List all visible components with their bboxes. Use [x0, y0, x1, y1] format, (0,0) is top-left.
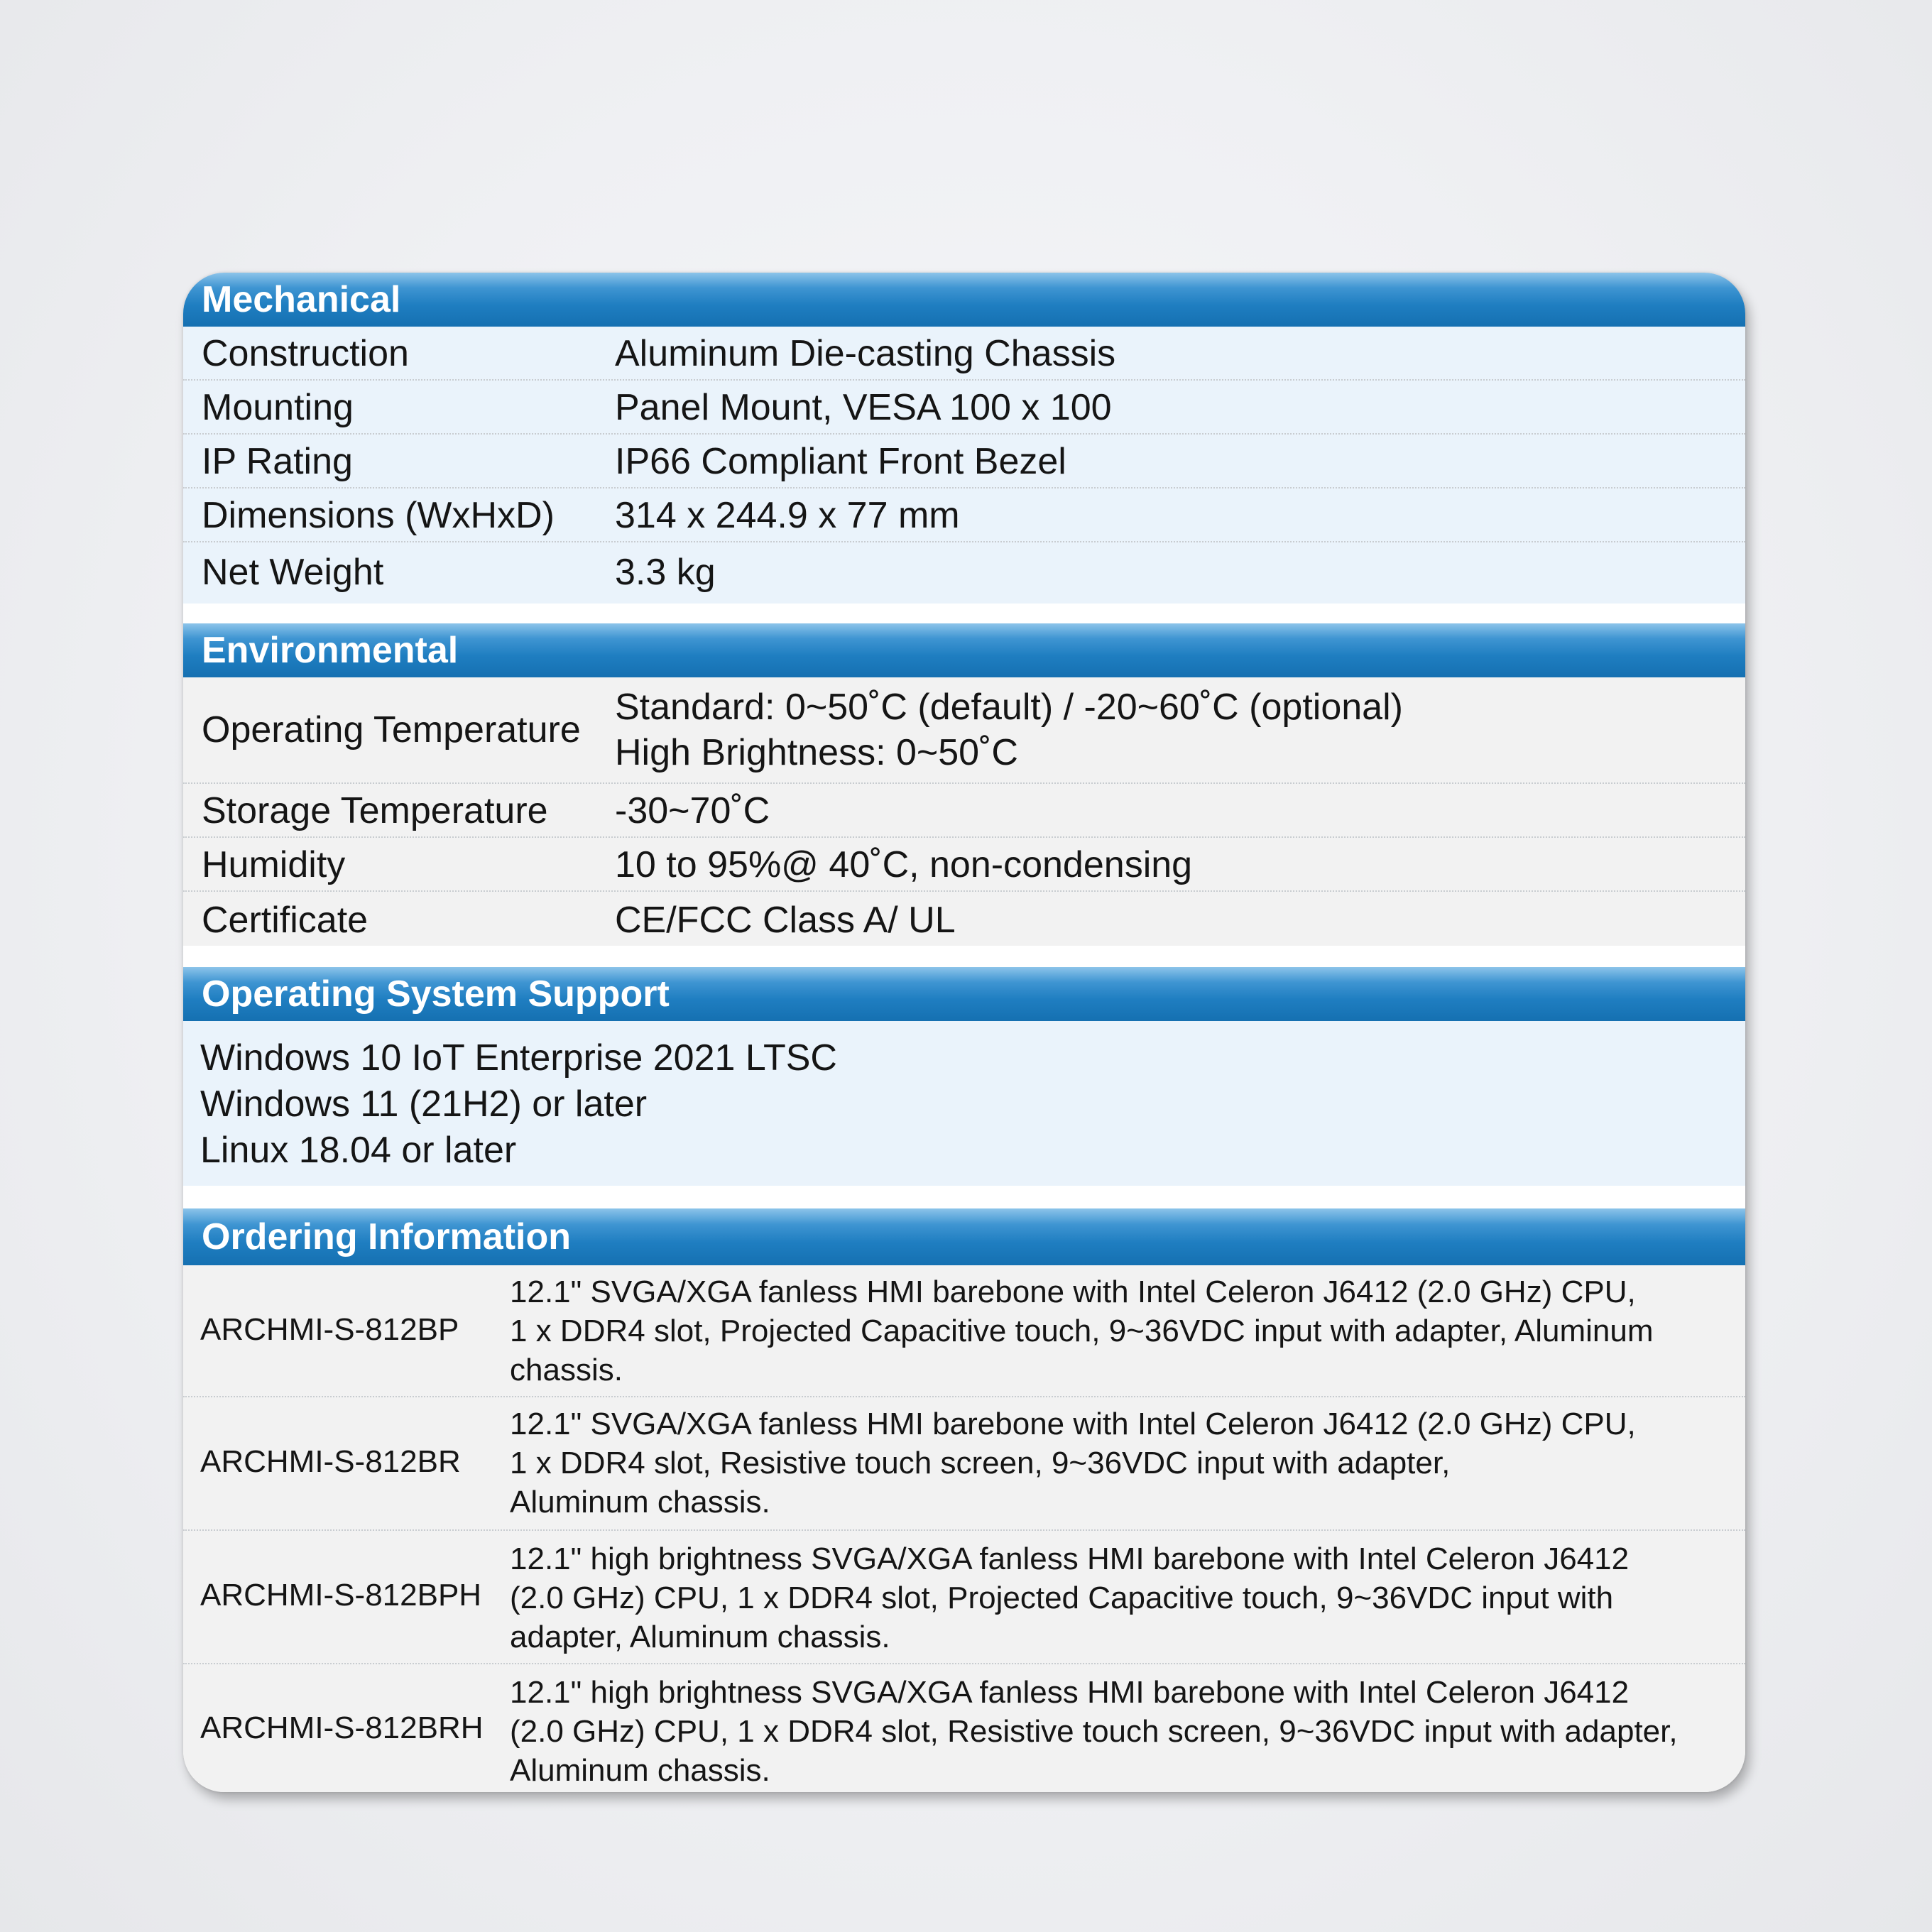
row-label: Net Weight [202, 552, 384, 593]
environmental-header [183, 623, 1745, 677]
os-support-header [183, 967, 1745, 1021]
table-row [183, 435, 1745, 489]
ordering-table [183, 1265, 1745, 1792]
ordering-header [183, 1208, 1745, 1265]
row-value: 314 x 244.9 x 77 mm [615, 495, 960, 536]
table-row [183, 1531, 1745, 1664]
row-value: 3.3 kg [615, 552, 716, 593]
model-description: 12.1" high brightness SVGA/XGA fanless HMI barebone with Intel Celeron J6412 (2.0 GHz) CPU, 1 x DDR4 slot, Resistive touch screen, 9~36VDC input with adapter, Aluminum chassis. [510, 1675, 1678, 1788]
table-row [183, 1265, 1745, 1397]
table-row [183, 838, 1745, 892]
model-description: 12.1" SVGA/XGA fanless HMI barebone with Intel Celeron J6412 (2.0 GHz) CPU, 1 x DDR4 slot, Resistive touch screen, 9~36VDC input with adapter, Aluminum chassis. [510, 1407, 1636, 1519]
row-value: Aluminum Die-casting Chassis [615, 333, 1116, 374]
table-row [183, 381, 1745, 435]
environmental-table [183, 677, 1745, 946]
table-row [183, 489, 1745, 542]
list-item: Windows 11 (21H2) or later [200, 1084, 648, 1125]
table-row [183, 784, 1745, 838]
row-label: IP Rating [202, 441, 353, 482]
model-description: 12.1" high brightness SVGA/XGA fanless HMI barebone with Intel Celeron J6412 (2.0 GHz) CPU, 1 x DDR4 slot, Projected Capacitive touch, 9~36VDC input with adapter, Aluminum chassis. [510, 1541, 1630, 1654]
spec-sheet-card [183, 273, 1745, 1792]
model-number: ARCHMI-S-812BRH [200, 1710, 484, 1745]
model-number: ARCHMI-S-812BP [200, 1312, 459, 1347]
os-support-title: Operating System Support [202, 973, 670, 1015]
mechanical-title: Mechanical [202, 279, 401, 320]
mechanical-header [183, 273, 1745, 327]
model-number: ARCHMI-S-812BPH [200, 1578, 482, 1612]
os-support-list [183, 1021, 1745, 1186]
row-label: Operating Temperature [202, 709, 581, 751]
row-label: Certificate [202, 900, 369, 941]
row-value: Standard: 0~50˚C (default) / -20~60˚C (optional) [615, 687, 1403, 728]
row-value: CE/FCC Class A/ UL [615, 900, 956, 941]
row-value: Panel Mount, VESA 100 x 100 [615, 387, 1112, 428]
row-value: -30~70˚C [615, 790, 770, 831]
row-label: Mounting [202, 387, 354, 428]
table-row [183, 677, 1745, 784]
row-value: 10 to 95%@ 40˚C, non-condensing [615, 844, 1193, 885]
table-row [183, 1664, 1745, 1792]
table-row [183, 327, 1745, 381]
table-row [183, 542, 1745, 604]
environmental-title: Environmental [202, 630, 459, 671]
table-row [183, 892, 1745, 946]
row-value: IP66 Compliant Front Bezel [615, 441, 1066, 482]
model-number: ARCHMI-S-812BR [200, 1444, 461, 1479]
model-description: 12.1" SVGA/XGA fanless HMI barebone with Intel Celeron J6412 (2.0 GHz) CPU, 1 x DDR4 slot, Projected Capacitive touch, 9~36VDC input with adapter, Aluminum chassis. [510, 1275, 1654, 1387]
row-label: Humidity [202, 844, 346, 885]
row-label: Storage Temperature [202, 790, 548, 831]
ordering-title: Ordering Information [202, 1216, 571, 1257]
row-label: Dimensions (WxHxD) [202, 495, 555, 536]
list-item: Linux 18.04 or later [200, 1130, 517, 1171]
list-item: Windows 10 IoT Enterprise 2021 LTSC [200, 1037, 837, 1079]
row-label: Construction [202, 333, 409, 374]
mechanical-table [183, 327, 1745, 604]
table-row [183, 1397, 1745, 1531]
row-value-secondary: High Brightness: 0~50˚C [615, 732, 1018, 773]
